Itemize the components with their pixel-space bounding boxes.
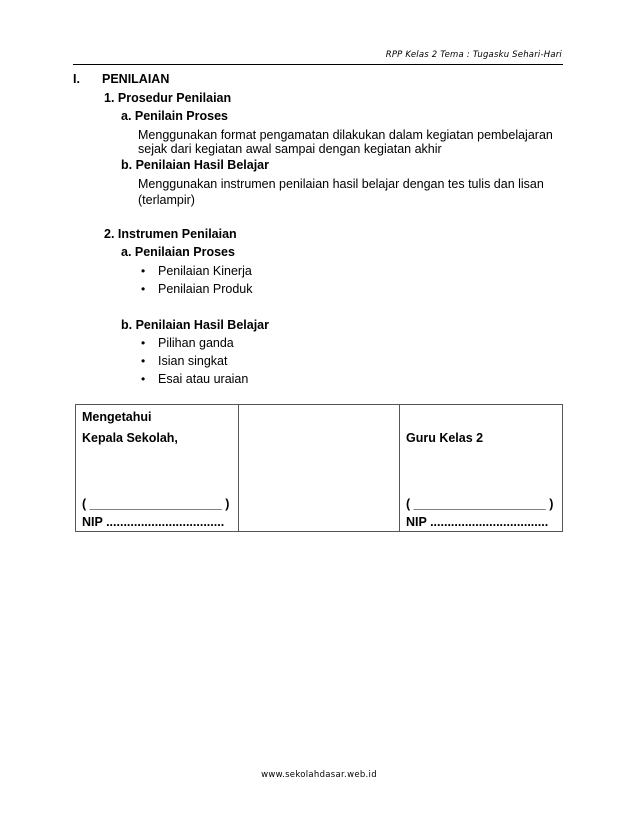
kepala-sekolah-name-blank: ( ___________________ ) bbox=[82, 497, 230, 511]
instrumen-b-item: Isian singkat bbox=[158, 354, 228, 368]
header-divider bbox=[73, 64, 563, 65]
prosedur-b-text-line2: (terlampir) bbox=[138, 193, 195, 207]
instrumen-a-item: Penilaian Kinerja bbox=[158, 264, 252, 278]
instrumen-b-item: Pilihan ganda bbox=[158, 336, 234, 350]
prosedur-a-text-line1: Menggunakan format pengamatan dilakukan dalam kegiatan pembelajaran bbox=[138, 128, 553, 142]
instrumen-a-item: Penilaian Produk bbox=[158, 282, 253, 296]
signature-table bbox=[75, 404, 563, 532]
section-number: I. bbox=[73, 72, 80, 86]
prosedur-a-text-line2: sejak dari kegiatan awal sampai dengan kegiatan akhir bbox=[138, 142, 442, 156]
guru-kelas-nip: NIP .................................. bbox=[406, 515, 549, 529]
bullet-icon: • bbox=[141, 336, 146, 350]
instrumen-b-heading: b. Penilaian Hasil Belajar bbox=[121, 318, 269, 332]
kepala-sekolah-nip: NIP .................................. bbox=[82, 515, 225, 529]
instrumen-heading: 2. Instrumen Penilaian bbox=[104, 227, 237, 241]
bullet-icon: • bbox=[141, 282, 146, 296]
prosedur-b-heading: b. Penilaian Hasil Belajar bbox=[121, 158, 269, 172]
guru-kelas-name-blank: ( ___________________ ) bbox=[406, 497, 554, 511]
kepala-sekolah-label: Kepala Sekolah, bbox=[82, 431, 178, 445]
page-header-title: RPP Kelas 2 Tema : Tugasku Sehari-Hari bbox=[385, 50, 562, 60]
signature-cell-middle bbox=[239, 405, 400, 532]
instrumen-b-item: Esai atau uraian bbox=[158, 372, 249, 386]
instrumen-a-heading: a. Penilaian Proses bbox=[121, 245, 235, 259]
prosedur-b-text-line1: Menggunakan instrumen penilaian hasil belajar dengan tes tulis dan lisan bbox=[138, 177, 544, 191]
page-footer: www.sekolahdasar.web.id bbox=[261, 770, 377, 780]
prosedur-heading: 1. Prosedur Penilaian bbox=[104, 91, 232, 105]
signature-cell-right bbox=[400, 405, 563, 532]
mengetahui-label: Mengetahui bbox=[82, 410, 152, 424]
bullet-icon: • bbox=[141, 372, 146, 386]
bullet-icon: • bbox=[141, 264, 146, 278]
bullet-icon: • bbox=[141, 354, 146, 368]
signature-cell-left bbox=[76, 405, 239, 532]
prosedur-a-heading: a. Penilain Proses bbox=[121, 109, 228, 123]
guru-kelas-label: Guru Kelas 2 bbox=[406, 431, 484, 445]
section-title: PENILAIAN bbox=[102, 72, 170, 86]
